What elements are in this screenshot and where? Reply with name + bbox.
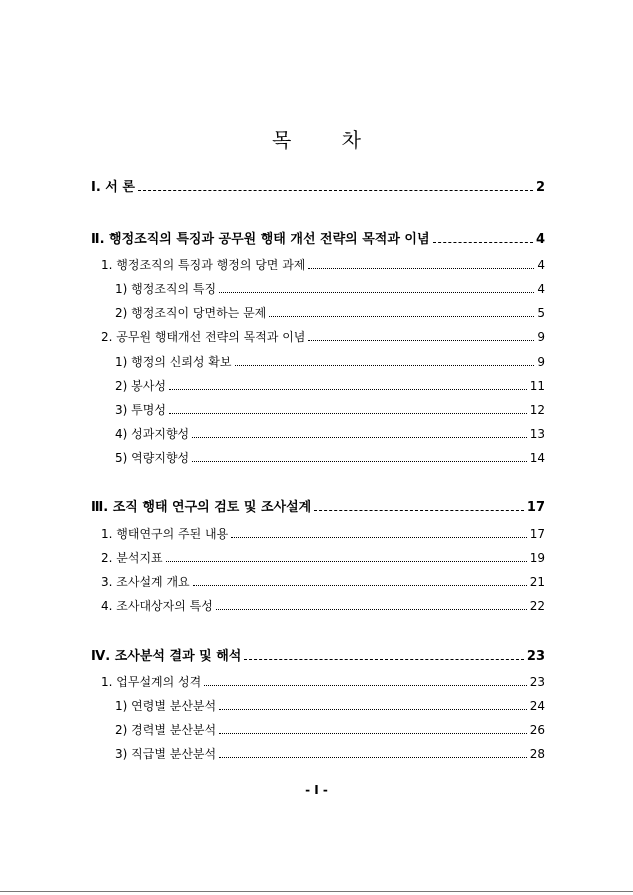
toc-entry-label: 4. 조사대상자의 특성: [101, 599, 213, 613]
toc-entry-label: 4) 성과지향성: [115, 427, 190, 441]
toc-entry-page: 17: [526, 500, 545, 515]
toc-entry-label: Ⅳ. 조사분석 결과 및 해석: [91, 649, 242, 664]
toc-entry: [91, 648, 545, 664]
toc-entry-label: 2) 행정조직이 당면하는 문제: [115, 306, 267, 320]
toc-entry: [101, 674, 545, 690]
toc-entry: [91, 499, 545, 515]
toc-entry-label: 2) 봉사성: [115, 379, 166, 393]
page-title: 목 차: [272, 128, 383, 152]
toc-entry: [115, 354, 545, 370]
toc-entry-label: 2) 경력별 분산분석: [115, 723, 217, 737]
toc-leader: [235, 365, 535, 366]
toc-entry: [115, 305, 545, 321]
toc-leader: [192, 437, 527, 438]
toc-leader: [308, 268, 534, 269]
toc-entry-page: 24: [529, 699, 545, 713]
toc-entry: [115, 450, 545, 466]
toc-entry: [115, 746, 545, 762]
toc-leader: [138, 190, 533, 191]
toc-leader: [169, 389, 527, 390]
toc-entry-page: 9: [537, 355, 545, 369]
toc-entry: [115, 402, 545, 418]
toc-entry-label: 1) 행정조직의 특징: [115, 282, 217, 296]
toc-entry-page: 12: [529, 403, 545, 417]
toc-entry-label: 1. 행정조직의 특징과 행정의 당면 과제: [101, 258, 306, 272]
toc-leader: [193, 585, 527, 586]
toc-entry: [115, 426, 545, 442]
toc-leader: [269, 316, 534, 317]
toc-entry-page: 19: [529, 551, 545, 565]
toc-entry: [101, 526, 545, 542]
toc-entry-page: 22: [529, 599, 545, 613]
toc-entry-page: 26: [529, 723, 545, 737]
toc-entry: [91, 179, 545, 195]
toc-leader: [192, 461, 527, 462]
toc-entry-page: 21: [529, 575, 545, 589]
toc-leader: [219, 757, 527, 758]
toc-entry-page: 11: [529, 379, 545, 393]
toc-leader: [219, 709, 527, 710]
toc-entry-page: 13: [529, 427, 545, 441]
toc-entry-page: 28: [529, 747, 545, 761]
toc-entry-label: 5) 역량지향성: [115, 451, 190, 465]
toc-entry: [101, 257, 545, 273]
toc-entry: [115, 698, 545, 714]
toc-entry: [115, 378, 545, 394]
toc-leader: [314, 510, 524, 511]
toc-entry-label: Ⅰ. 서 론: [91, 180, 135, 195]
toc-entry-page: 4: [537, 282, 545, 296]
toc-entry: [101, 598, 545, 614]
toc-entry-label: 3) 직급별 분산분석: [115, 747, 217, 761]
toc-entry: [101, 329, 545, 345]
toc-entry-label: 2. 분석지표: [101, 551, 163, 565]
toc-leader: [216, 609, 527, 610]
toc-entry-label: 3. 조사설계 개요: [101, 575, 190, 589]
toc-entry-page: 4: [537, 258, 545, 272]
toc-entry-page: 4: [535, 232, 545, 247]
toc-entry-page: 17: [529, 527, 545, 541]
toc-leader: [219, 292, 534, 293]
toc-leader: [219, 733, 527, 734]
toc-entry: [115, 281, 545, 297]
page-number: - I -: [305, 783, 328, 797]
toc-leader: [433, 242, 533, 243]
toc-leader: [204, 685, 526, 686]
toc-entry-label: 2. 공무원 행태개선 전략의 목적과 이념: [101, 330, 306, 344]
toc-entry-label: 1. 행태연구의 주된 내용: [101, 527, 229, 541]
toc-leader: [166, 561, 527, 562]
toc-leader: [169, 413, 527, 414]
toc-entry-page: 14: [529, 451, 545, 465]
toc-entry-page: 23: [526, 649, 545, 664]
toc-entry: [101, 550, 545, 566]
toc-leader: [231, 537, 526, 538]
page-edge-divider: [0, 891, 633, 892]
toc-entry: [91, 231, 545, 247]
toc-leader: [308, 340, 534, 341]
toc-entry-label: Ⅱ. 행정조직의 특징과 공무원 행태 개선 전략의 목적과 이념: [91, 232, 430, 247]
toc-entry-page: 9: [537, 330, 545, 344]
toc-entry-label: Ⅲ. 조직 행태 연구의 검토 및 조사설계: [91, 500, 312, 515]
toc-entry: [101, 574, 545, 590]
toc-entry-label: 1) 행정의 신뢰성 확보: [115, 355, 232, 369]
toc-entry-page: 2: [535, 180, 545, 195]
toc-entry-page: 5: [537, 306, 545, 320]
toc-entry-label: 1. 업무설계의 성격: [101, 675, 202, 689]
toc-leader: [244, 659, 524, 660]
toc-entry-label: 1) 연령별 분산분석: [115, 699, 217, 713]
toc-entry-label: 3) 투명성: [115, 403, 166, 417]
toc-entry: [115, 722, 545, 738]
toc-entry-page: 23: [529, 675, 545, 689]
